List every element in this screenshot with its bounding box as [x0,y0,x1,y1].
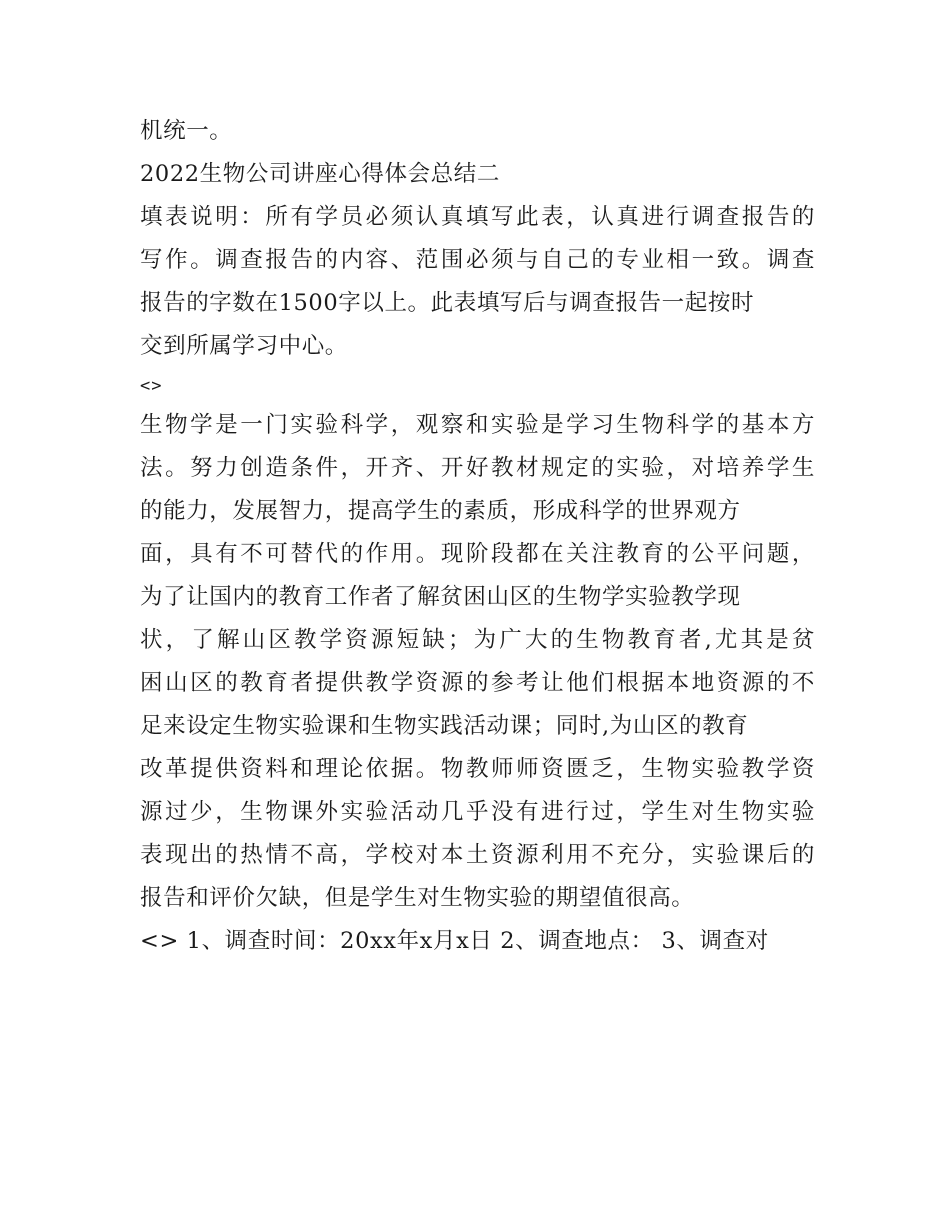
text-line: 面，具有不可替代的作用。现阶段都在关注教育的公平问题， [140,541,815,567]
text-line: 报告和评价欠缺，但是学生对生物实验的期望值很高。 [140,885,695,911]
text-line: 为了让国内的教育工作者了解贫困山区的生物学实验教学现 [140,584,741,610]
placeholder-marker: <> [140,376,163,396]
text-line: 源过少，生物课外实验活动几乎没有进行过，学生对生物实验 [140,799,815,825]
text-line: <> 1、调查时间：20xx年x月x日 2、调查地点： 3、调查对 [140,928,769,954]
text-line: 生物学是一门实验科学，观察和实验是学习生物科学的基本方 [140,412,815,438]
text-line: 状，了解山区教学资源短缺；为广大的生物教育者,尤其是贫 [140,627,815,653]
section-title: 2022生物公司讲座心得体会总结二 [140,161,500,187]
text-line: 的能力，发展智力，提高学生的素质，形成科学的世界观方 [140,498,741,524]
text-line: 表现出的热情不高，学校对本土资源利用不充分，实验课后的 [140,842,815,868]
text-line: 法。努力创造条件，开齐、开好教材规定的实验，对培养学生 [140,455,815,481]
text-line: 足来设定生物实验课和生物实践活动课；同时,为山区的教育 [140,713,749,739]
document-body [140,110,815,963]
text-line: 报告的字数在1500字以上。此表填写后与调查报告一起按时 [140,290,755,316]
text-line: 交到所属学习中心。 [140,333,348,359]
text-line: 机统一。 [140,118,233,144]
text-line: 填表说明：所有学员必须认真填写此表，认真进行调查报告的 [140,204,815,230]
text-line: 困山区的教育者提供教学资源的参考让他们根据本地资源的不 [140,670,815,696]
text-line: 写作。调查报告的内容、范围必须与自己的专业相一致。调查 [140,247,815,273]
text-line: 改革提供资料和理论依据。物教师师资匮乏，生物实验教学资 [140,756,815,782]
